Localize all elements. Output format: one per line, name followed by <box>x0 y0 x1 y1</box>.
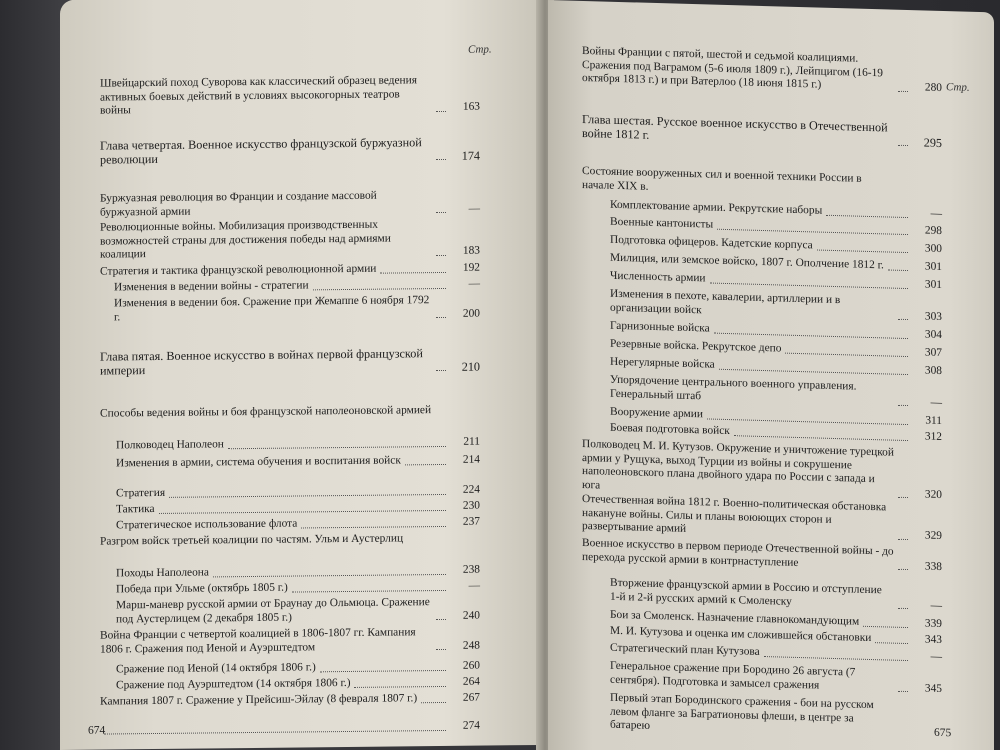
dot-leader <box>421 702 446 703</box>
dot-leader <box>436 619 446 620</box>
toc-entry-page: 183 <box>462 244 480 257</box>
dot-leader <box>710 282 908 289</box>
dot-leader <box>898 497 908 498</box>
toc-entry-page: 307 <box>924 346 942 360</box>
toc-entry <box>610 374 942 410</box>
dot-leader <box>301 526 446 529</box>
dot-leader <box>436 111 446 112</box>
dot-leader <box>898 405 908 406</box>
toc-entry-page: — <box>468 202 480 215</box>
toc-entry-page: 308 <box>924 364 942 378</box>
toc-entry-title: Отечественная война 1812 г. Военно-политическая обстановка накануне войны. Силы и планы воюющих сторон и развертывание армий <box>582 492 887 536</box>
toc-entry-title: Тактика <box>116 503 155 516</box>
toc-entry-title: Буржуазная революция во Франции и создание массовой буржуазной армии <box>100 189 377 219</box>
toc-entry-page: 300 <box>924 242 942 256</box>
toc-entry <box>100 262 480 280</box>
dot-leader <box>436 649 446 650</box>
toc-entry-title: Генеральное сражение при Бородино 26 августа (7 сентября). Подготовка и замысел сражения <box>610 659 856 692</box>
toc-entry <box>116 484 480 501</box>
dot-leader <box>898 569 908 570</box>
toc-entry-title: Полководец Наполеон <box>116 438 224 452</box>
dot-leader <box>719 368 908 374</box>
toc-entry-page: 214 <box>462 453 480 466</box>
toc-entry-page: 163 <box>462 100 480 113</box>
toc-entry-page: 303 <box>924 310 942 323</box>
toc-entry-title: Революционные войны. Мобилизация производственных возможностей страны для достижения победы над армиями коалиции <box>100 218 391 261</box>
toc-entry-page <box>912 741 942 742</box>
left-page <box>60 0 540 750</box>
toc-entry-title: Упорядочение центрального военного управления. Генеральный штаб <box>610 373 857 402</box>
dot-leader <box>764 656 908 661</box>
toc-entry-page: 210 <box>461 359 480 374</box>
toc-entry <box>582 537 942 574</box>
toc-entry-title: Комплектование армии. Рекрутские наборы <box>610 198 823 217</box>
toc-entry-page: 230 <box>462 499 480 512</box>
toc-entry-title: Резервные войска. Рекрутское депо <box>610 337 782 355</box>
toc-entry-title: Глава пятая. Военное искусство в войнах первой французской империи <box>100 346 423 378</box>
dot-leader <box>436 159 446 160</box>
dot-leader <box>436 370 446 371</box>
dot-leader <box>898 608 908 609</box>
toc-entry-page: — <box>930 599 942 612</box>
toc-entry-title: Марш-маневр русской армии от Браунау до Ольмюца. Сражение под Аустерлицем (2 декабря 1805 г.) <box>116 596 430 626</box>
toc-entry-title: Разгром войск третьей коалиции по частям. Ульм и Аустерлиц <box>100 532 404 548</box>
toc-entry-page: 301 <box>924 278 942 292</box>
toc-entry-title: Гарнизонные войска <box>610 319 710 335</box>
toc-entry-page: — <box>930 396 942 409</box>
toc-entry-page: — <box>468 579 480 592</box>
toc-entry-page: — <box>930 207 942 221</box>
dot-leader <box>213 574 446 577</box>
dot-leader <box>159 510 446 514</box>
dot-leader <box>898 91 908 92</box>
toc-entry-title: Сражение под Иеной (14 октября 1806 г.) <box>116 661 316 676</box>
toc-entry-page: 329 <box>924 529 942 543</box>
toc-entry-page: — <box>930 650 942 664</box>
dot-leader <box>898 145 908 146</box>
toc-entry-title: Стратегия <box>116 486 166 500</box>
toc-entry-page: 312 <box>924 430 942 444</box>
toc-entry <box>610 692 942 742</box>
toc-entry-title: Победа при Ульме (октябрь 1805 г.) <box>116 581 288 596</box>
toc-entry-page: 320 <box>924 488 942 501</box>
dot-leader <box>734 435 908 441</box>
toc-entry-title: Вооружение армии <box>610 405 703 421</box>
toc-entry <box>100 218 480 263</box>
dot-leader <box>228 446 446 449</box>
toc-entry-page: 200 <box>462 307 480 320</box>
dot-leader <box>817 249 908 253</box>
toc-entry-title: Численность армии <box>610 269 706 285</box>
toc-entry-title: Война Франции с четвертой коалицией в 1806-1807 гг. Кампания 1806 г. Сражения под Иеной и Ауэрштедтом <box>100 626 416 656</box>
toc-entry <box>116 516 480 533</box>
toc-entry-title: Подготовка офицеров. Кадетские корпуса <box>610 233 813 252</box>
toc-entry <box>116 454 480 471</box>
dot-leader <box>875 642 908 644</box>
toc-entry <box>116 500 480 517</box>
dot-leader <box>405 464 446 465</box>
toc-entry <box>116 564 480 581</box>
toc-entry-title: Военное искусство в первом периоде Отечественной войны - до перехода русской армии в контрнаступление <box>582 536 894 569</box>
dot-leader <box>436 317 446 318</box>
toc-entry-title: Швейцарский поход Суворова как классический образец ведения активных боевых действий в условиях высокогорных театров войны <box>100 74 417 117</box>
toc-entry-title: Бои за Смоленск. Назначение главнокомандующим <box>610 608 860 628</box>
dot-leader <box>888 269 908 271</box>
toc-entry-page: 248 <box>462 639 480 652</box>
toc-entry-page: 295 <box>923 135 942 150</box>
toc-entry <box>116 596 480 627</box>
toc-entry <box>100 347 480 378</box>
toc-entry-title: Сражение под Ауэрштедтом (14 октября 1806 г.) <box>116 676 351 692</box>
toc-entry <box>100 189 480 220</box>
dot-leader <box>354 686 446 688</box>
dot-leader <box>292 590 446 593</box>
toc-entry <box>114 278 480 295</box>
dot-leader <box>707 418 908 425</box>
page-number: 675 <box>934 726 952 740</box>
toc-entry-title: Военные кантонисты <box>610 215 714 231</box>
toc-entry-title: Стратегический план Кутузова <box>610 641 760 658</box>
dot-leader <box>826 214 908 217</box>
toc-entry-title: Войны Франции с пятой, шестой и седьмой коалициями. Сражения под Ваграмом (5-6 июля 1809 г.), Лейпцигом (16-19 октября 1813 г.) и при Ватерлоо (18 июня 1815 г.) <box>582 44 883 91</box>
toc-entry-title: Изменения в ведении боя. Сражение при Жемаппе 6 ноября 1792 г. <box>114 294 430 324</box>
toc-entry <box>582 113 942 150</box>
toc-entry-page: 260 <box>462 659 480 672</box>
toc-entry <box>610 577 942 613</box>
toc-entry <box>100 692 480 710</box>
toc-entry-page: 240 <box>462 609 480 622</box>
right-page <box>548 0 994 750</box>
toc-entry-title: Изменения в пехоте, кавалерии, артиллерии и в организации войск <box>610 287 841 316</box>
toc-entry <box>582 45 942 96</box>
toc-entry-title: Изменения в ведении войны - стратегии <box>114 279 309 294</box>
dot-leader <box>380 272 446 274</box>
toc-entry-page: 237 <box>462 515 480 528</box>
dot-leader <box>714 332 908 338</box>
toc-entry <box>116 580 480 597</box>
dot-leader <box>863 625 908 627</box>
toc-entry-title: Кампания 1807 г. Сражение у Прейсиш-Эйлау (8 февраля 1807 г.) <box>100 692 418 708</box>
toc-entry-title: Боевая подготовка войск <box>610 421 730 438</box>
toc-entry-page: 211 <box>463 435 480 448</box>
dot-leader <box>436 212 446 213</box>
toc-entry-title: Милиция, или земское войско, 1807 г. Ополчение 1812 г. <box>610 251 884 272</box>
dot-leader <box>320 670 446 672</box>
toc-entry <box>100 532 480 550</box>
toc-entry-page <box>912 201 942 202</box>
dot-leader <box>898 691 908 692</box>
toc-entry-title: Глава шестая. Русское военное искусство в Отечественной войне 1812 г. <box>582 111 888 142</box>
toc-entry-page: 301 <box>924 260 942 274</box>
toc-entry-title: М. И. Кутузова и оценка им сложившейся обстановки <box>610 624 872 645</box>
toc-entry <box>100 720 480 738</box>
toc-entry <box>114 294 480 325</box>
toc-entry <box>116 660 480 677</box>
toc-entry <box>100 404 480 422</box>
toc-entry <box>100 136 480 167</box>
toc-entry-title: Стратегическое использование флота <box>116 517 298 532</box>
toc-entry-page: 280 <box>924 81 942 95</box>
toc-entry <box>610 288 942 324</box>
toc-entry <box>610 660 942 696</box>
page-header-label: Стр. <box>468 43 492 56</box>
dot-leader <box>169 494 446 498</box>
dot-leader <box>785 352 908 356</box>
toc-entry-title: Походы Наполеона <box>116 566 209 580</box>
toc-entry <box>100 626 480 657</box>
toc-entry-title: Состояние вооруженных сил и военной техники России в начале XIX в. <box>582 164 862 193</box>
toc-entry-page: 274 <box>462 719 480 732</box>
toc-entry-page: 174 <box>461 148 480 163</box>
toc-entry-page: 339 <box>924 617 942 631</box>
toc-entry-page: 238 <box>462 563 480 576</box>
dot-leader <box>313 288 446 290</box>
toc-entry-page: 343 <box>924 633 942 647</box>
toc-entry-page: 267 <box>462 691 480 704</box>
toc-entry-page: 192 <box>462 261 480 274</box>
toc-entry <box>582 165 942 202</box>
toc-entry-page: 304 <box>924 328 942 342</box>
dot-leader <box>717 228 908 234</box>
toc-entry <box>582 438 942 502</box>
toc-entry-title: Глава четвертая. Военное искусство французской буржуазной революции <box>100 135 422 167</box>
toc-entry <box>116 436 480 453</box>
dot-leader <box>104 730 446 735</box>
toc-entry-page: 338 <box>924 560 942 573</box>
toc-entry-page: 345 <box>924 682 942 695</box>
toc-entry <box>582 493 942 544</box>
page-number: 674 <box>88 724 106 737</box>
toc-entry <box>116 676 480 693</box>
dot-leader <box>436 255 446 256</box>
toc-entry-title: Изменения в армии, система обучения и воспитания войск <box>116 454 401 470</box>
toc-entry-title: Вторжение французской армии в Россию и отступление 1-й и 2-й русских армий к Смоленску <box>610 576 882 608</box>
toc-entry-page: 298 <box>924 224 942 238</box>
toc-entry-page: — <box>468 277 480 290</box>
toc-entry-title: Полководец М. И. Кутузов. Окружение и уничтожение турецкой армии у Рущука, выход Турции из войны и сокрушение наполеоновского плана двойного удара по России с запада и юга <box>582 437 894 492</box>
dot-leader <box>898 319 908 320</box>
toc-entry-title: Стратегия и тактика французской революционной армии <box>100 262 377 278</box>
toc-entry-title: Нерегулярные войска <box>610 355 715 371</box>
toc-entry-title: Первый этап Бородинского сражения - бои на русском левом фланге за Багратионовы флеши, в центре за батарею <box>610 691 874 733</box>
toc-entry-page: 311 <box>925 414 942 428</box>
dot-leader <box>898 539 908 540</box>
toc-entry-page: 264 <box>462 675 480 688</box>
page-header-label: Стр. <box>946 81 970 94</box>
toc-entry-title: Способы ведения войны и боя французской наполеоновской армией <box>100 404 432 420</box>
toc-entry-page: 224 <box>462 483 480 496</box>
toc-entry <box>100 74 480 119</box>
